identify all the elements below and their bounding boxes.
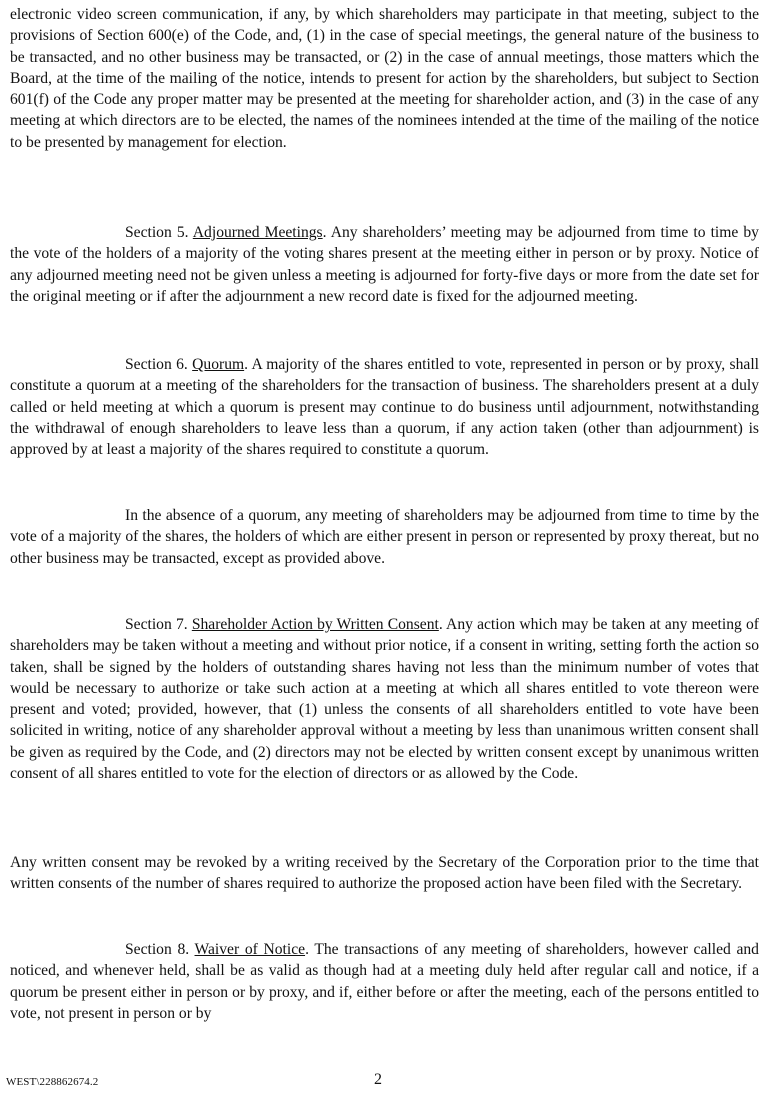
section-8-text: . The transactions of any meeting of shareholders, however called and noticed, and whenever held, shall be as valid as though had at a meeting duly held after regular call and notice, if a quorum be present either in person or by proxy, and if, either before or after the meeting, each of the persons entitled to vote, not present in person or by: [10, 941, 759, 1022]
section-8-title: Waiver of Notice: [194, 941, 306, 958]
section-6-title: Quorum: [192, 356, 245, 373]
quorum-absence-paragraph: [10, 505, 759, 569]
quorum-absence-text: In the absence of a quorum, any meeting of shareholders may be adjourned from time to time by the vote of a majority of the shares, the holders of which are either present in person or represented by proxy thereat, but no other business may be transacted, except as provided above.: [10, 507, 759, 567]
section-8-label: Section 8.: [125, 941, 190, 958]
section-8-paragraph: [10, 939, 759, 1024]
section-6-paragraph: [10, 354, 759, 460]
consent-revocation-paragraph: [10, 852, 759, 895]
section-5-title: Adjourned Meetings: [192, 224, 323, 241]
section-5-label: Section 5.: [125, 224, 189, 241]
section-7-text: . Any action which may be taken at any meeting of shareholders may be taken without a meeting and without prior notice, if a consent in writing, setting forth the action so taken, shall be signed by the holders of outstanding shares having not less than the minimum number of votes that would be necessary to authorize or take such action at a meeting at which all shares entitled to vote thereon were present and voted; provided, however, that (1) unless the consents of all shareholders entitled to vote have been solicited in writing, notice of any shareholder approval without a meeting by less than unanimous written consent shall be given as required by the Code, and (2) directors may not be elected by written consent except by unanimous written consent of all shares entitled to vote for the election of directors or as allowed by the Code.: [10, 616, 759, 783]
page-number: 2: [374, 1071, 382, 1088]
intro-text: electronic video screen communication, if any, by which shareholders may participate in that meeting, subject to the provisions of Section 600(e) of the Code, and, (1) in the case of special meetings, the general nature of the business to be transacted, and no other business may be transacted, or (2) in the case of annual meetings, those matters which the Board, at the time of the mailing of the notice, intends to present for action by the shareholders, but subject to Section 601(f) of the Code any proper matter may be presented at the meeting for shareholder action, and (3) in the case of any meeting at which directors are to be elected, the names of the nominees intended at the time of the mailing of the notice to be presented by management for election.: [10, 6, 759, 151]
section-5-paragraph: [10, 222, 759, 307]
section-5-text: . Any shareholders’ meeting may be adjourned from time to time by the vote of the holders of a majority of the voting shares present at the meeting either in person or by proxy. Notice of any adjourned meeting need not be given unless a meeting is adjourned for forty-five days or more from the date set for the original meeting or if after the adjournment a new record date is fixed for the adjourned meeting.: [10, 224, 759, 305]
section-6-text: . A majority of the shares entitled to vote, represented in person or by proxy, shall constitute a quorum at a meeting of the shareholders for the transaction of business. The shareholders present at a duly called or held meeting at which a quorum is present may continue to do business until adjournment, notwithstanding the withdrawal of enough shareholders to leave less than a quorum, if any action taken (other than adjournment) is approved by at least a majority of the shares required to constitute a quorum.: [10, 356, 759, 459]
section-7-title: Shareholder Action by Written Consent: [191, 616, 439, 633]
intro-paragraph: [10, 4, 759, 153]
section-6-label: Section 6.: [125, 356, 188, 373]
consent-revocation-text: Any written consent may be revoked by a writing received by the Secretary of the Corporation prior to the time that written consents of the number of shares required to authorize the proposed action have been filed with the Secretary.: [10, 854, 759, 893]
section-7-label: Section 7.: [125, 616, 188, 633]
footer-document-id: WEST\228862674.2: [6, 1076, 99, 1088]
section-7-paragraph: [10, 614, 759, 784]
